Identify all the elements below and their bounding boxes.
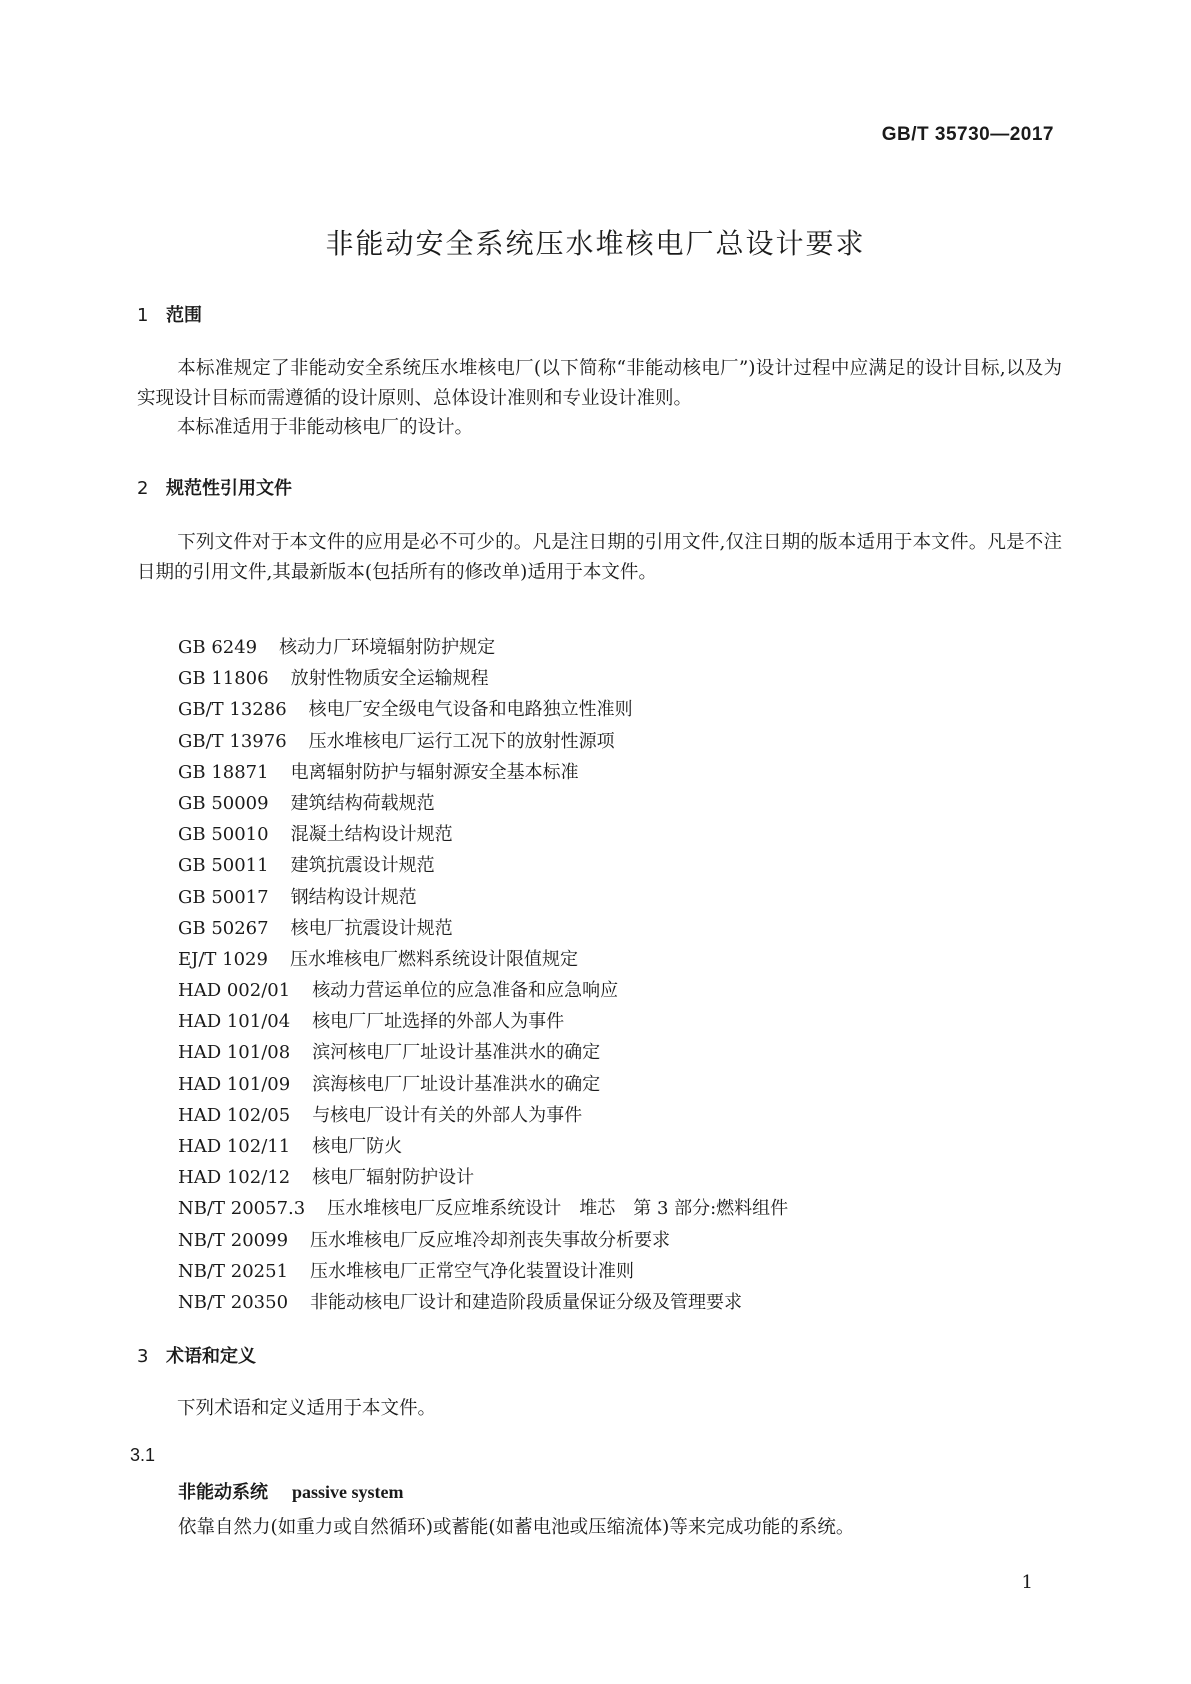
reference-title: 压水堆核电厂正常空气净化装置设计准则 bbox=[310, 1260, 635, 1282]
reference-title: 非能动核电厂设计和建造阶段质量保证分级及管理要求 bbox=[310, 1291, 743, 1313]
reference-title: 核电厂厂址选择的外部人为事件 bbox=[312, 1011, 565, 1033]
reference-code: GB 50267 bbox=[178, 917, 269, 939]
reference-title: 压水堆核电厂反应堆冷却剂丧失事故分析要求 bbox=[310, 1229, 671, 1251]
section-number: 2 bbox=[137, 478, 149, 499]
section-title: 规范性引用文件 bbox=[166, 478, 292, 499]
reference-title: 核电厂抗震设计规范 bbox=[290, 917, 453, 939]
section-title: 术语和定义 bbox=[166, 1346, 256, 1367]
reference-title: 放射性物质安全运输规程 bbox=[290, 668, 489, 690]
reference-code: HAD 102/11 bbox=[178, 1136, 291, 1157]
reference-item bbox=[178, 1162, 788, 1193]
reference-item bbox=[178, 694, 788, 725]
reference-code: HAD 101/04 bbox=[178, 1011, 291, 1033]
applicability-text: 本标准适用于非能动核电厂的设计。 bbox=[177, 417, 474, 438]
references-intro-text: 下列文件对于本文件的应用是必不可少的。凡是注日期的引用文件,仅注日期的版本适用于本文件。凡是不注日期的引用文件,其最新版本(包括所有的修改单)适用于本文件。 bbox=[137, 532, 1062, 583]
reference-code: NB/T 20057.3 bbox=[178, 1198, 306, 1220]
standard-code: GB/T 35730—2017 bbox=[881, 124, 1054, 145]
reference-code: GB/T 13286 bbox=[178, 699, 287, 721]
reference-title: 建筑抗震设计规范 bbox=[290, 855, 435, 877]
term-entry bbox=[178, 1478, 404, 1504]
reference-code: HAD 101/08 bbox=[178, 1042, 291, 1064]
term-definition: 依靠自然力(如重力或自然循环)或蓄能(如蓄电池或压缩流体)等来完成功能的系统。 bbox=[178, 1517, 855, 1538]
reference-title: 压水堆核电厂反应堆系统设计 堆芯 第 3 部分:燃料组件 bbox=[327, 1198, 789, 1220]
reference-item bbox=[178, 882, 788, 913]
document-title: 非能动安全系统压水堆核电厂总设计要求 bbox=[325, 227, 866, 260]
reference-title: 钢结构设计规范 bbox=[290, 886, 417, 908]
page-number: 1 bbox=[1021, 1572, 1033, 1593]
reference-item bbox=[178, 1131, 788, 1162]
reference-item bbox=[178, 726, 788, 757]
reference-title: 核动力营运单位的应急准备和应急响应 bbox=[312, 980, 619, 1002]
reference-item bbox=[178, 1193, 788, 1224]
reference-title: 核电厂防火 bbox=[312, 1136, 403, 1157]
reference-item bbox=[178, 819, 788, 850]
reference-code: HAD 002/01 bbox=[178, 980, 291, 1002]
reference-item bbox=[178, 632, 788, 663]
reference-title: 滨河核电厂厂址设计基准洪水的确定 bbox=[312, 1042, 601, 1064]
scope-text: 本标准规定了非能动安全系统压水堆核电厂(以下简称“非能动核电厂”)设计过程中应满足的设计目标,以及为实现设计目标而需遵循的设计原则、总体设计准则和专业设计准则。 bbox=[137, 358, 1062, 409]
term-name-zh: 非能动系统 bbox=[178, 1482, 268, 1503]
scope-paragraph bbox=[137, 354, 1062, 414]
reference-code: HAD 102/05 bbox=[178, 1104, 291, 1126]
section-3-heading bbox=[137, 1342, 256, 1368]
applicability-paragraph bbox=[137, 413, 1062, 443]
reference-item bbox=[178, 1069, 788, 1100]
reference-code: GB 50009 bbox=[178, 792, 269, 814]
reference-code: NB/T 20350 bbox=[178, 1291, 289, 1313]
reference-title: 建筑结构荷载规范 bbox=[290, 792, 435, 814]
reference-list bbox=[178, 632, 788, 1318]
reference-title: 压水堆核电厂运行工况下的放射性源项 bbox=[308, 730, 615, 752]
reference-item bbox=[178, 913, 788, 944]
reference-title: 滨海核电厂厂址设计基准洪水的确定 bbox=[312, 1073, 601, 1095]
reference-code: NB/T 20251 bbox=[178, 1260, 289, 1282]
reference-title: 电离辐射防护与辐射源安全基本标准 bbox=[290, 761, 579, 783]
section-number: 1 bbox=[137, 305, 149, 326]
reference-item bbox=[178, 1037, 788, 1068]
reference-code: GB 11806 bbox=[178, 668, 269, 690]
reference-code: GB 6249 bbox=[178, 637, 258, 658]
term-name-en: passive system bbox=[292, 1482, 404, 1502]
terms-intro-text: 下列术语和定义适用于本文件。 bbox=[177, 1398, 437, 1419]
reference-title: 混凝土结构设计规范 bbox=[290, 824, 453, 846]
reference-title: 与核电厂设计有关的外部人为事件 bbox=[312, 1104, 583, 1126]
reference-item bbox=[178, 757, 788, 788]
reference-item bbox=[178, 1256, 788, 1287]
reference-title: 核动力厂环境辐射防护规定 bbox=[279, 637, 496, 658]
reference-title: 核电厂辐射防护设计 bbox=[312, 1167, 475, 1189]
reference-code: EJ/T 1029 bbox=[178, 948, 268, 970]
reference-code: NB/T 20099 bbox=[178, 1229, 289, 1251]
reference-code: GB 18871 bbox=[178, 761, 269, 783]
reference-item bbox=[178, 663, 788, 694]
reference-item bbox=[178, 1287, 788, 1318]
reference-code: GB 50010 bbox=[178, 824, 269, 846]
reference-item bbox=[178, 1225, 788, 1256]
reference-item bbox=[178, 850, 788, 881]
section-title: 范围 bbox=[166, 305, 202, 326]
section-1-heading bbox=[137, 301, 202, 327]
reference-item bbox=[178, 1006, 788, 1037]
reference-code: HAD 101/09 bbox=[178, 1073, 291, 1095]
section-number: 3 bbox=[137, 1346, 149, 1367]
reference-code: GB 50017 bbox=[178, 886, 269, 908]
clause-number: 3.1 bbox=[130, 1445, 156, 1465]
reference-code: GB/T 13976 bbox=[178, 730, 287, 752]
reference-title: 核电厂安全级电气设备和电路独立性准则 bbox=[308, 699, 633, 721]
reference-code: HAD 102/12 bbox=[178, 1167, 291, 1189]
terms-intro-paragraph bbox=[137, 1394, 1062, 1424]
normative-references-intro bbox=[137, 528, 1062, 588]
reference-item bbox=[178, 975, 788, 1006]
reference-item bbox=[178, 944, 788, 975]
reference-title: 压水堆核电厂燃料系统设计限值规定 bbox=[289, 948, 578, 970]
reference-item bbox=[178, 788, 788, 819]
reference-item bbox=[178, 1100, 788, 1131]
section-2-heading bbox=[137, 474, 292, 500]
reference-code: GB 50011 bbox=[178, 855, 269, 877]
